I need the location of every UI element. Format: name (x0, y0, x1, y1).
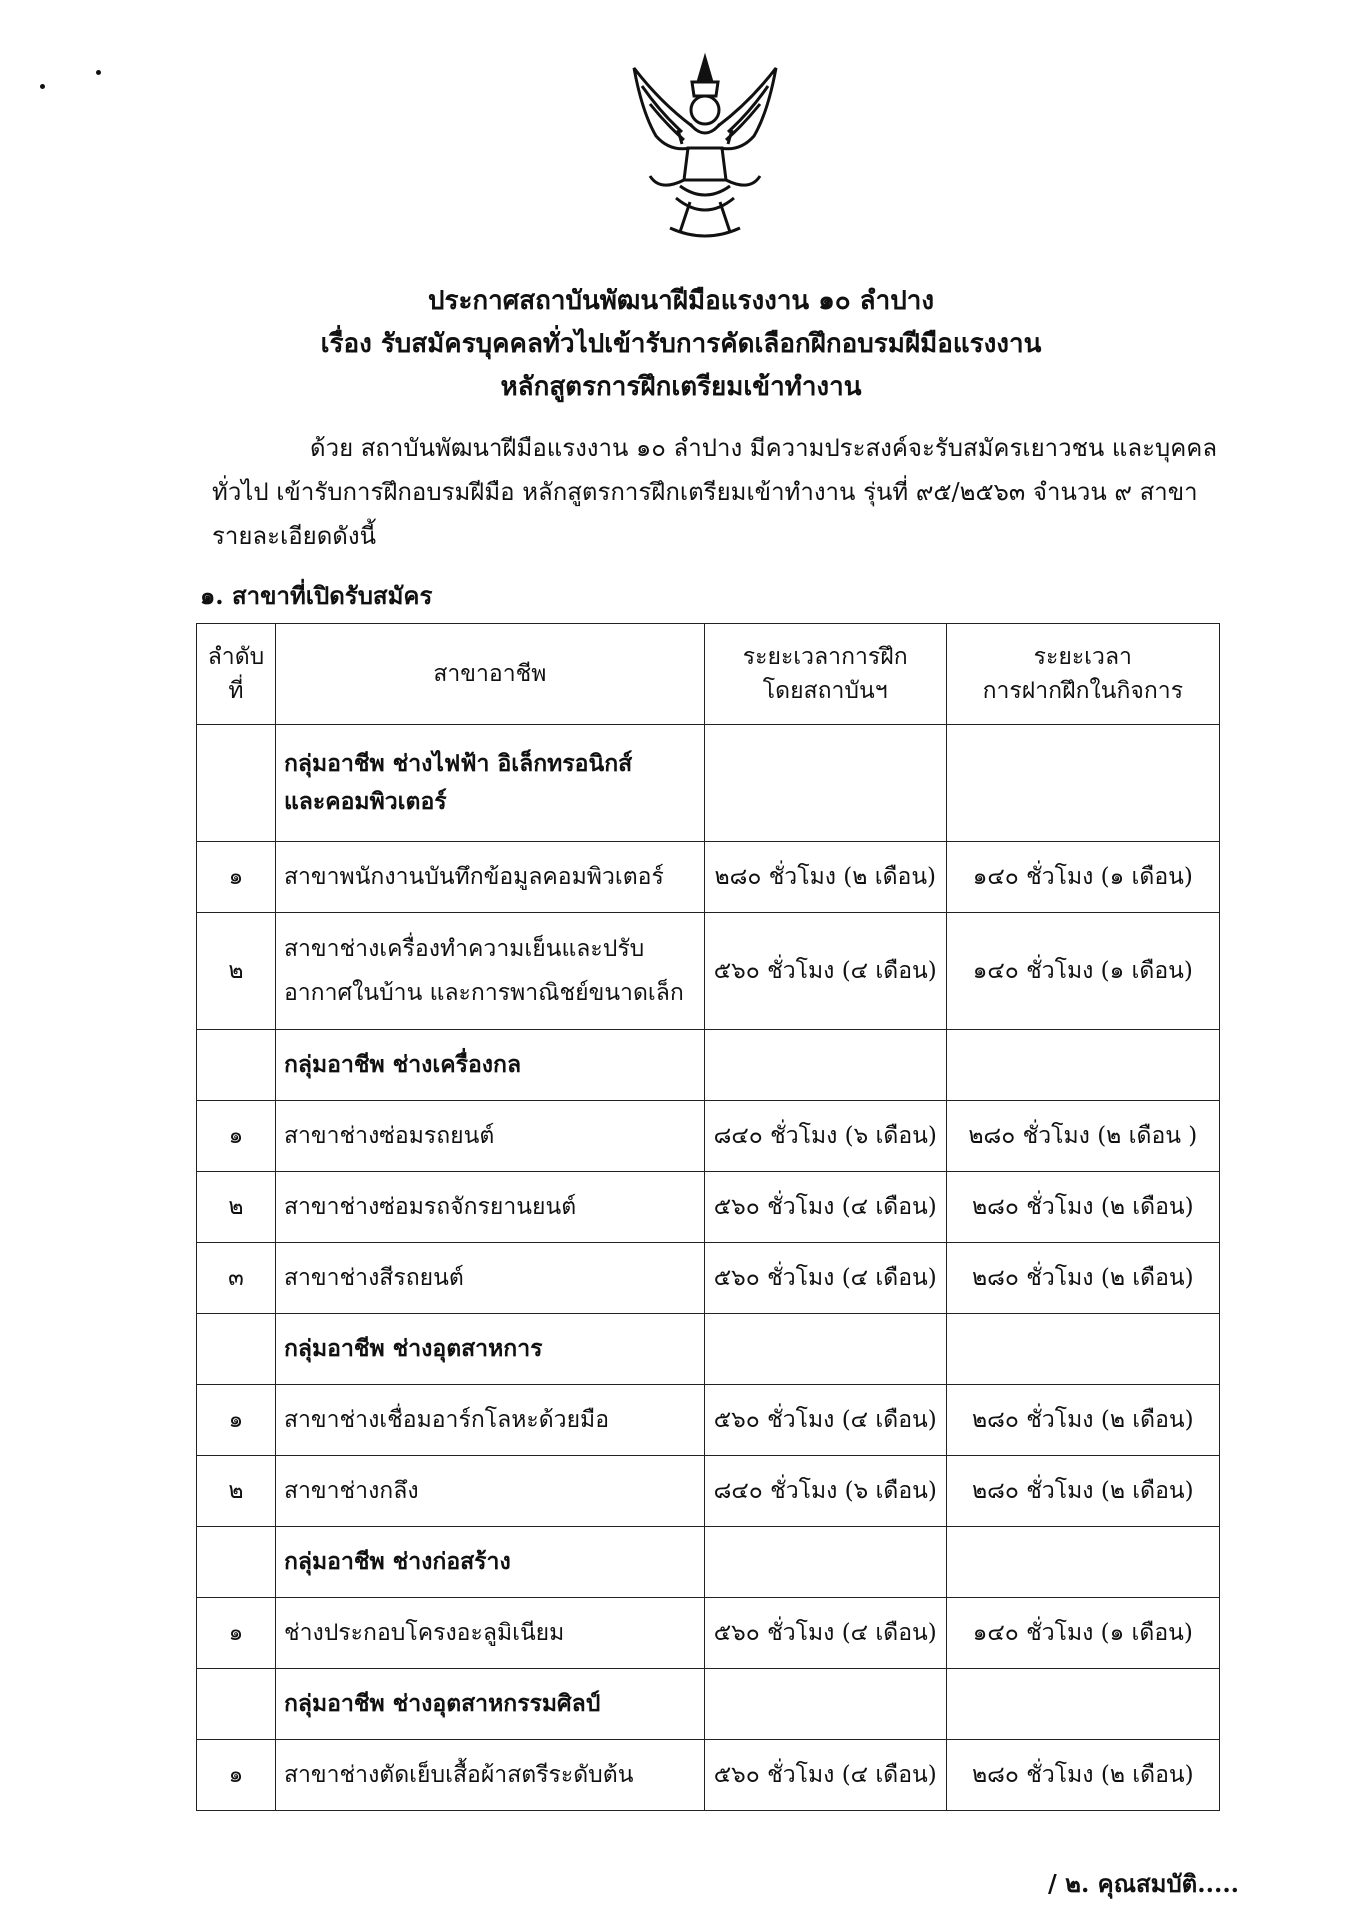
announcement-header (0, 280, 1362, 409)
table-row (197, 1385, 1220, 1456)
table-header-row (197, 624, 1220, 725)
garuda-emblem-icon (620, 52, 790, 242)
table-group-row (197, 1314, 1220, 1385)
row-company-duration: ๒๘๐ ชั่วโมง (๒ เดือน) (946, 1172, 1219, 1243)
row-institute-duration: ๘๔๐ ชั่วโมง (๖ เดือน) (704, 1101, 946, 1172)
section-title: ๑. สาขาที่เปิดรับสมัคร (200, 581, 433, 610)
row-institute-duration: ๕๖๐ ชั่วโมง (๔ เดือน) (704, 1172, 946, 1243)
row-number: ๒ (197, 1456, 276, 1527)
row-institute-duration: ๕๖๐ ชั่วโมง (๔ เดือน) (704, 1243, 946, 1314)
group-label: กลุ่มอาชีพ ช่างก่อสร้าง (275, 1527, 704, 1598)
courses-table (196, 623, 1220, 1811)
row-institute-duration: ๕๖๐ ชั่วโมง (๔ เดือน) (704, 1598, 946, 1669)
table-row (197, 1740, 1220, 1811)
row-number: ๑ (197, 1598, 276, 1669)
col-header-company-duration: ระยะเวลา การฝากฝึกในกิจการ (946, 624, 1219, 725)
row-company-duration: ๑๔๐ ชั่วโมง (๑ เดือน) (946, 1598, 1219, 1669)
scan-speck (40, 84, 45, 89)
row-institute-duration: ๒๘๐ ชั่วโมง (๒ เดือน) (704, 842, 946, 913)
row-occupation: สาขาช่างเครื่องทำความเย็นและปรับ อากาศในบ้าน และการพาณิชย์ขนาดเล็ก (275, 913, 704, 1030)
row-occupation: สาขาช่างซ่อมรถจักรยานยนต์ (275, 1172, 704, 1243)
table-row (197, 1101, 1220, 1172)
header-subject: เรื่อง รับสมัครบุคคลทั่วไปเข้ารับการคัดเลือกฝึกอบรมฝีมือแรงงาน (320, 329, 1042, 359)
group-label: กลุ่มอาชีพ ช่างอุตสาหการ (275, 1314, 704, 1385)
group-label: กลุ่มอาชีพ ช่างอุตสาหกรรมศิลป์ (275, 1669, 704, 1740)
row-institute-duration: ๕๖๐ ชั่วโมง (๔ เดือน) (704, 913, 946, 1030)
col-header-occupation: สาขาอาชีพ (275, 624, 704, 725)
group-label: กลุ่มอาชีพ ช่างไฟฟ้า อิเล็กทรอนิกส์ และคอมพิวเตอร์ (275, 725, 704, 842)
intro-line: รายละเอียดดังนี้ (212, 522, 377, 550)
table-group-row (197, 725, 1220, 842)
row-number: ๑ (197, 1740, 276, 1811)
table-row (197, 913, 1220, 1030)
header-title: ประกาศสถาบันพัฒนาฝีมือแรงงาน ๑๐ ลำปาง (427, 286, 935, 316)
row-number: ๑ (197, 1101, 276, 1172)
row-number: ๓ (197, 1243, 276, 1314)
row-number: ๑ (197, 842, 276, 913)
table-group-row (197, 1030, 1220, 1101)
row-institute-duration: ๕๖๐ ชั่วโมง (๔ เดือน) (704, 1740, 946, 1811)
row-occupation: สาขาพนักงานบันทึกข้อมูลคอมพิวเตอร์ (275, 842, 704, 913)
row-occupation: สาขาช่างกลึง (275, 1456, 704, 1527)
row-number: ๒ (197, 913, 276, 1030)
intro-paragraph (212, 426, 1256, 558)
row-company-duration: ๑๔๐ ชั่วโมง (๑ เดือน) (946, 913, 1219, 1030)
row-number: ๑ (197, 1385, 276, 1456)
row-company-duration: ๒๘๐ ชั่วโมง (๒ เดือน) (946, 1456, 1219, 1527)
col-header-institute-duration: ระยะเวลาการฝึก โดยสถาบันฯ (704, 624, 946, 725)
row-occupation: สาขาช่างซ่อมรถยนต์ (275, 1101, 704, 1172)
row-company-duration: ๒๘๐ ชั่วโมง (๒ เดือน ) (946, 1101, 1219, 1172)
group-label: กลุ่มอาชีพ ช่างเครื่องกล (275, 1030, 704, 1101)
row-institute-duration: ๕๖๐ ชั่วโมง (๔ เดือน) (704, 1385, 946, 1456)
table-row (197, 1172, 1220, 1243)
row-company-duration: ๑๔๐ ชั่วโมง (๑ เดือน) (946, 842, 1219, 913)
table-group-row (197, 1527, 1220, 1598)
row-institute-duration: ๘๔๐ ชั่วโมง (๖ เดือน) (704, 1456, 946, 1527)
table-row (197, 1598, 1220, 1669)
row-company-duration: ๒๘๐ ชั่วโมง (๒ เดือน) (946, 1740, 1219, 1811)
row-company-duration: ๒๘๐ ชั่วโมง (๒ เดือน) (946, 1243, 1219, 1314)
col-header-number: ลำดับ ที่ (197, 624, 276, 725)
table-group-row (197, 1669, 1220, 1740)
table-row (197, 842, 1220, 913)
table-row (197, 1456, 1220, 1527)
row-company-duration: ๒๘๐ ชั่วโมง (๒ เดือน) (946, 1385, 1219, 1456)
row-occupation: สาขาช่างตัดเย็บเสื้อผ้าสตรีระดับต้น (275, 1740, 704, 1811)
row-occupation: สาขาช่างสีรถยนต์ (275, 1243, 704, 1314)
row-occupation: ช่างประกอบโครงอะลูมิเนียม (275, 1598, 704, 1669)
row-number: ๒ (197, 1172, 276, 1243)
scan-speck (96, 70, 101, 75)
intro-line: ทั่วไป เข้ารับการฝึกอบรมฝีมือ หลักสูตรการฝึกเตรียมเข้าทำงาน รุ่นที่ ๙๕/๒๕๖๓ จำนวน ๙ สาขา (212, 478, 1198, 506)
header-course: หลักสูตรการฝึกเตรียมเข้าทำงาน (500, 372, 862, 402)
next-page-marker: / ๒. คุณสมบัติ..... (1048, 1869, 1240, 1898)
intro-line: ด้วย สถาบันพัฒนาฝีมือแรงงาน ๑๐ ลำปาง มีความประสงค์จะรับสมัครเยาวชน และบุคคล (310, 434, 1218, 462)
table-row (197, 1243, 1220, 1314)
row-occupation: สาขาช่างเชื่อมอาร์กโลหะด้วยมือ (275, 1385, 704, 1456)
